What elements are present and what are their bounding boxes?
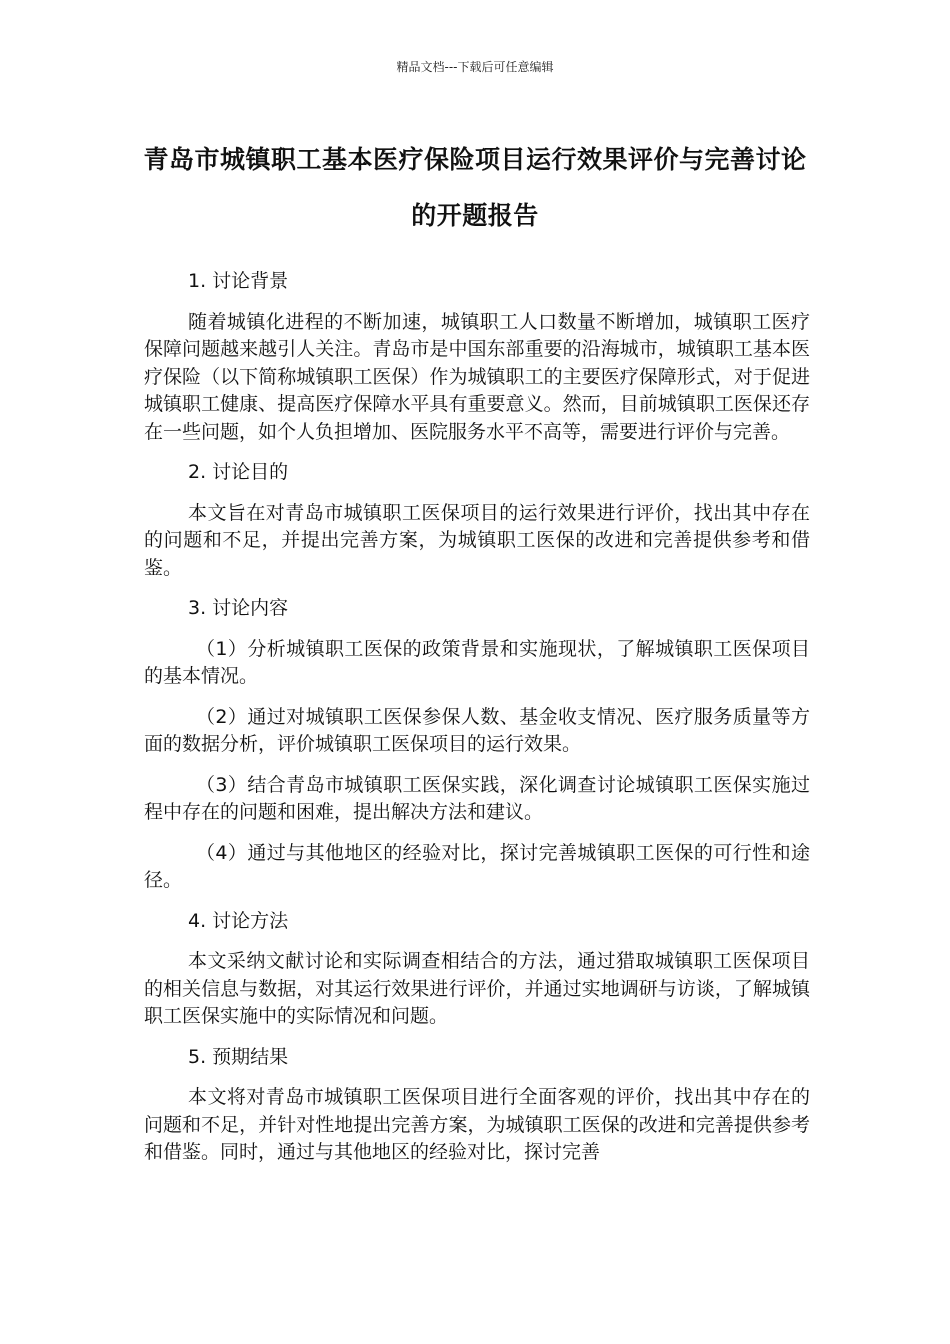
section-heading-content: 3. 讨论内容 bbox=[188, 597, 289, 619]
header-note: 精品文档---下载后可任意编辑 bbox=[396, 60, 554, 74]
section-heading-background: 1. 讨论背景 bbox=[188, 270, 289, 292]
section-paragraph-method: 本文采纳文献讨论和实际调查相结合的方法，通过猎取城镇职工医保项目的相关信息与数据，对其运行效果进行评价，并通过实地调研与访谈，了解城镇职工医保实施中的实际情况和问题。 bbox=[144, 950, 810, 1027]
content-item: （4）通过与其他地区的经验对比，探讨完善城镇职工医保的可行性和途径。 bbox=[144, 841, 810, 891]
section-heading-method: 4. 讨论方法 bbox=[188, 909, 289, 932]
document-title: 青岛市城镇职工基本医疗保险项目运行效果评价与完善讨论的开题报告 bbox=[143, 145, 807, 230]
document-body bbox=[144, 268, 810, 1180]
content-item: （2）通过对城镇职工医保参保人数、基金收支情况、医疗服务质量等方面的数据分析，评价城镇职工医保项目的运行效果。 bbox=[144, 705, 810, 755]
section-paragraph-purpose: 本文旨在对青岛市城镇职工医保项目的运行效果进行评价，找出其中存在的问题和不足，并提出完善方案，为城镇职工医保的改进和完善提供参考和借鉴。 bbox=[144, 501, 810, 579]
section-paragraph-expected-results: 本文将对青岛市城镇职工医保项目进行全面客观的评价，找出其中存在的问题和不足，并针对性地提出完善方案，为城镇职工医保的改进和完善提供参考和借鉴。同时，通过与其他地区的经验对比，探讨完善 bbox=[144, 1086, 810, 1163]
section-heading-expected-results: 5. 预期结果 bbox=[188, 1045, 289, 1068]
section-heading-purpose: 2. 讨论目的 bbox=[188, 461, 289, 483]
section-paragraph-background: 随着城镇化进程的不断加速，城镇职工人口数量不断增加，城镇职工医疗保障问题越来越引人关注。青岛市是中国东部重要的沿海城市，城镇职工基本医疗保险（以下简称城镇职工医保）作为城镇职工的主要医疗保障形式，对于促进城镇职工健康、提高医疗保障水平具有重要意义。然而，目前城镇职工医保还存在一些问题，如个人负担增加、医院服务水平不高等，需要进行评价与完善。 bbox=[144, 310, 810, 443]
content-item: （1）分析城镇职工医保的政策背景和实施现状，了解城镇职工医保项目的基本情况。 bbox=[144, 637, 810, 687]
content-item: （3）结合青岛市城镇职工医保实践，深化调查讨论城镇职工医保实施过程中存在的问题和困难，提出解决方法和建议。 bbox=[144, 773, 810, 823]
